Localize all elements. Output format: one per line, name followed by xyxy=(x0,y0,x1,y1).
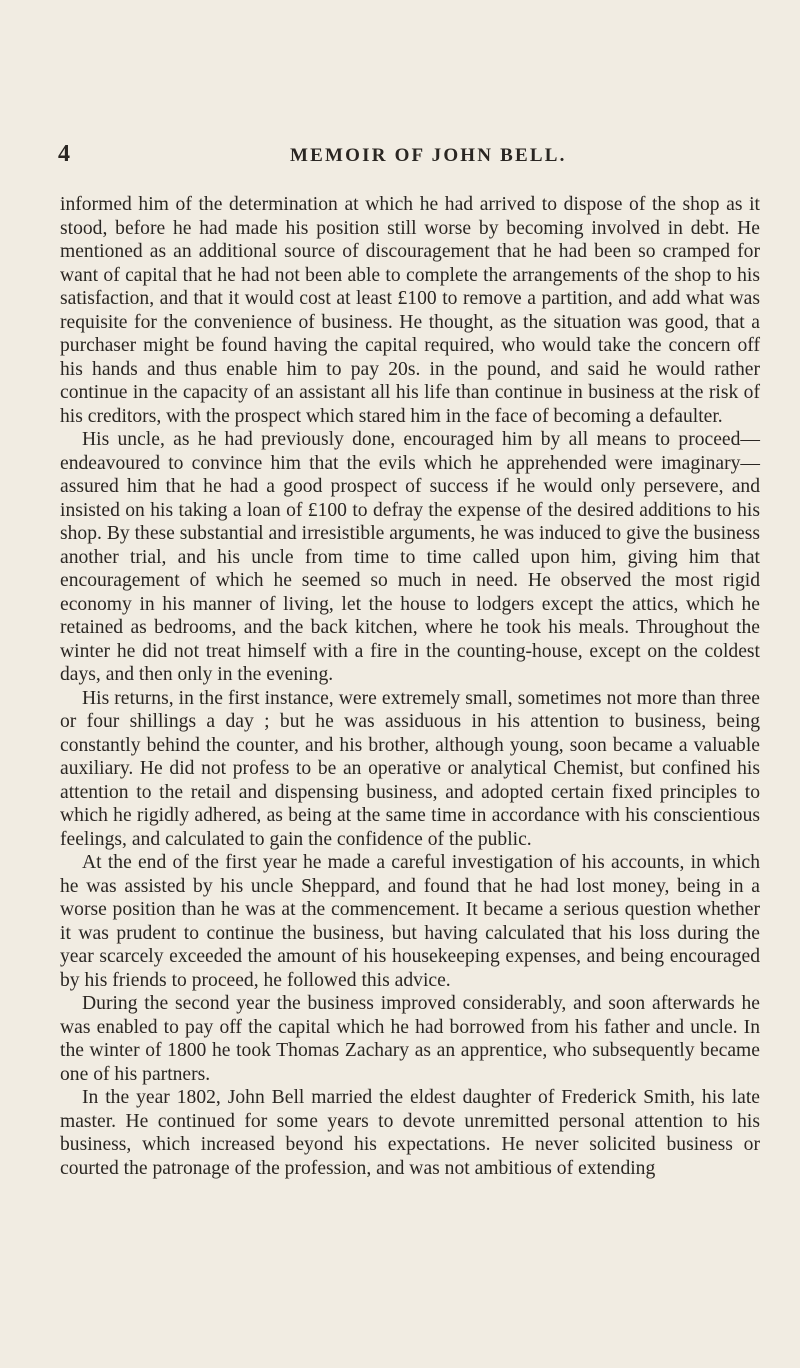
page-number: 4 xyxy=(58,141,70,167)
paragraph: At the end of the first year he made a careful investigation of his accounts, in which he was assisted by his uncle Sheppard, and found that he had lost money, being in a worse position than he was at the commencement. It became a serious question whether it was prudent to continue the business, but having calculated that his loss during the year scarcely exceeded the amount of his housekeeping expenses, and being encouraged by his friends to proceed, he followed this advice. xyxy=(60,852,760,991)
body-text xyxy=(60,193,760,1180)
paragraph: During the second year the business improved considerably, and soon afterwards he was enabled to pay off the capital which he had borrowed from his father and uncle. In the winter of 1800 he took Thomas Zachary as an apprentice, who subsequently became one of his partners. xyxy=(60,993,760,1085)
paragraph: informed him of the determination at which he had arrived to dispose of the shop as it stood, before he had made his position still worse by becoming involved in debt. He mentioned as an additional source of discouragement that he had been so cramped for want of capital that he had not been able to complete the arrangements of the shop to his satisfaction, and that it would cost at least £100 to remove a partition, and add what was requisite for the convenience of business. He thought, as the situation was good, that a purchaser might be found having the capital required, who would take the concern off his hands and thus enable him to pay 20s. in the pound, and said he would rather continue in the capacity of an assistant all his life than continue in business at the risk of his creditors, with the prospect which stared him in the face of becoming a defaulter. xyxy=(60,194,760,427)
paragraph: His returns, in the first instance, were extremely small, sometimes not more than three or four shillings a day ; but he was assiduous in his attention to business, being constantly behind the counter, and his brother, although young, soon became a valuable auxiliary. He did not profess to be an operative or analytical Chemist, but confined his attention to the retail and dispensing business, and adopted certain fixed principles to which he rigidly adhered, as being at the same time in accordance with his conscientious feelings, and calculated to gain the confidence of the public. xyxy=(60,687,760,850)
page-header xyxy=(0,140,800,168)
paragraph: His uncle, as he had previously done, encouraged him by all means to proceed—endeavoured to convince him that the evils which he apprehended were imaginary—assured him that he had a good prospect of success if he would only persevere, and insisted on his taking a loan of £100 to defray the expense of the desired additions to his shop. By these substantial and irresistible arguments, he was induced to give the business another trial, and his uncle from time to time called upon him, giving him that encouragement of which he seemed so much in need. He observed the most rigid economy in his manner of living, let the house to lodgers except the attics, which he retained as bedrooms, and the back kitchen, where he took his meals. Throughout the winter he did not treat himself with a fire in the counting-house, except on the coldest days, and then only in the evening. xyxy=(60,429,760,685)
running-head: MEMOIR OF JOHN BELL. xyxy=(290,145,567,166)
paragraph: In the year 1802, John Bell married the eldest daughter of Frederick Smith, his late master. He continued for some years to devote unremitted personal attention to his business, which increased beyond his expectations. He never solicited business or courted the patronage of the profession, and was not ambitious of extending xyxy=(60,1087,760,1179)
